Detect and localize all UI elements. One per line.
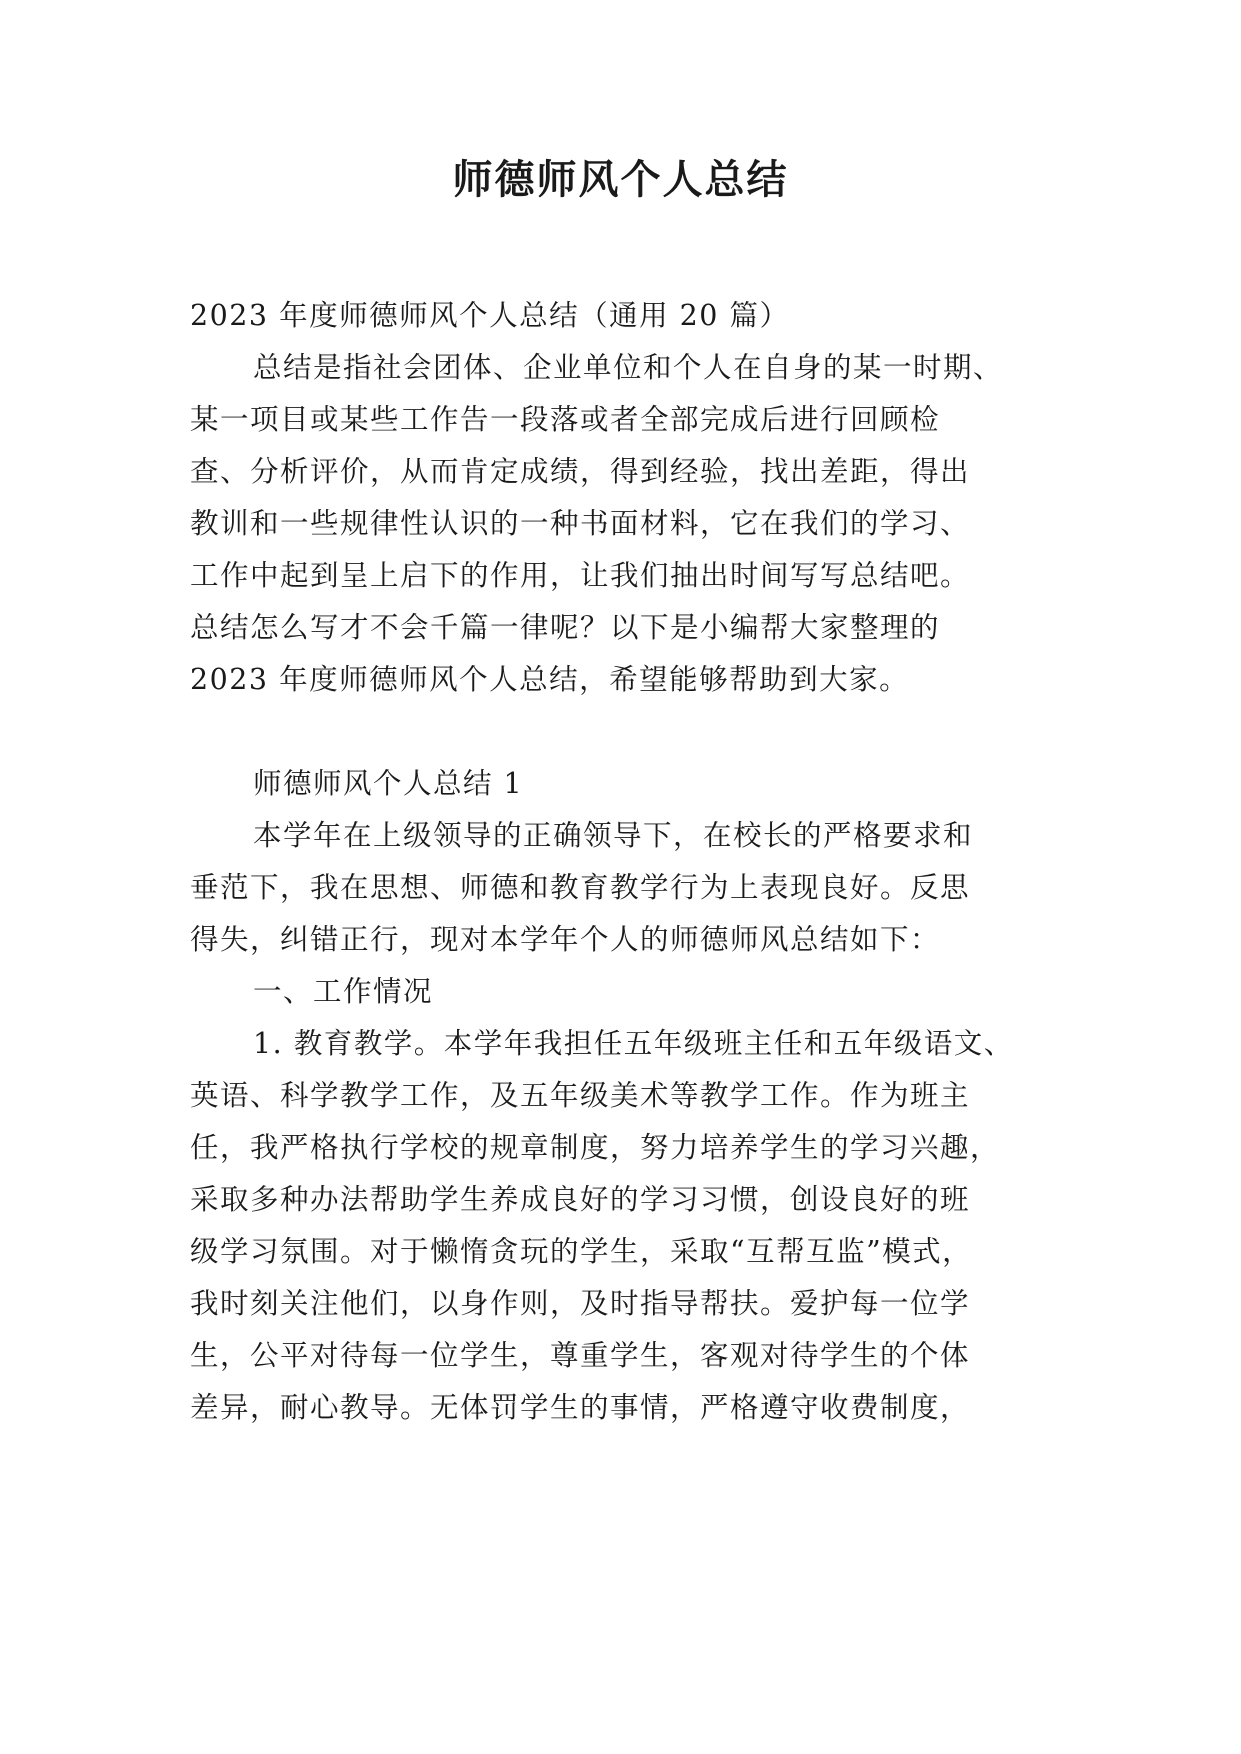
item-line: 任，我严格执行学校的规章制度，努力培养学生的学习兴趣， <box>190 1131 1001 1164</box>
section-paragraph-line: 垂范下，我在思想、师德和教育教学行为上表现良好。反思 <box>190 871 971 904</box>
section-paragraph-line: 本学年在上级领导的正确领导下，在校长的严格要求和 <box>253 819 974 852</box>
item-line: 英语、科学教学工作，及五年级美术等教学工作。作为班主 <box>190 1079 971 1112</box>
blank-line <box>190 706 1058 758</box>
document-title: 师德师风个人总结 <box>452 156 789 203</box>
intro-line: 查、分析评价，从而肯定成绩，得到经验，找出差距，得出 <box>190 455 971 488</box>
section-heading: 师德师风个人总结 1 <box>253 767 524 800</box>
section-paragraph-line: 得失，纠错正行，现对本学年个人的师德师风总结如下： <box>190 923 941 956</box>
intro-line: 总结怎么写才不会千篇一律呢？以下是小编帮大家整理的 <box>190 611 941 644</box>
item-line: 级学习氛围。对于懒惰贪玩的学生，采取“互帮互监”模式， <box>190 1235 973 1268</box>
intro-line: 总结是指社会团体、企业单位和个人在自身的某一时期、 <box>253 351 1004 384</box>
item-line: 1. 教育教学。本学年我担任五年级班主任和五年级语文、 <box>253 1027 1014 1060</box>
intro-line: 2023 年度师德师风个人总结，希望能够帮助到大家。 <box>190 663 910 696</box>
intro-line: 工作中起到呈上启下的作用，让我们抽出时间写写总结吧。 <box>190 559 971 592</box>
item-line: 采取多种办法帮助学生养成良好的学习习惯，创设良好的班 <box>190 1183 971 1216</box>
item-line: 生，公平对待每一位学生，尊重学生，客观对待学生的个体 <box>190 1339 971 1372</box>
intro-line: 某一项目或某些工作告一段落或者全部完成后进行回顾检 <box>190 403 941 436</box>
item-line: 差异，耐心教导。无体罚学生的事情，严格遵守收费制度， <box>190 1391 971 1424</box>
document-subtitle: 2023 年度师德师风个人总结（通用 20 篇） <box>190 299 790 332</box>
item-line: 我时刻关注他们，以身作则，及时指导帮扶。爱护每一位学 <box>190 1287 971 1320</box>
document-body <box>190 290 1058 1434</box>
subheading: 一、工作情况 <box>253 975 434 1008</box>
intro-line: 教训和一些规律性认识的一种书面材料，它在我们的学习、 <box>190 507 971 540</box>
